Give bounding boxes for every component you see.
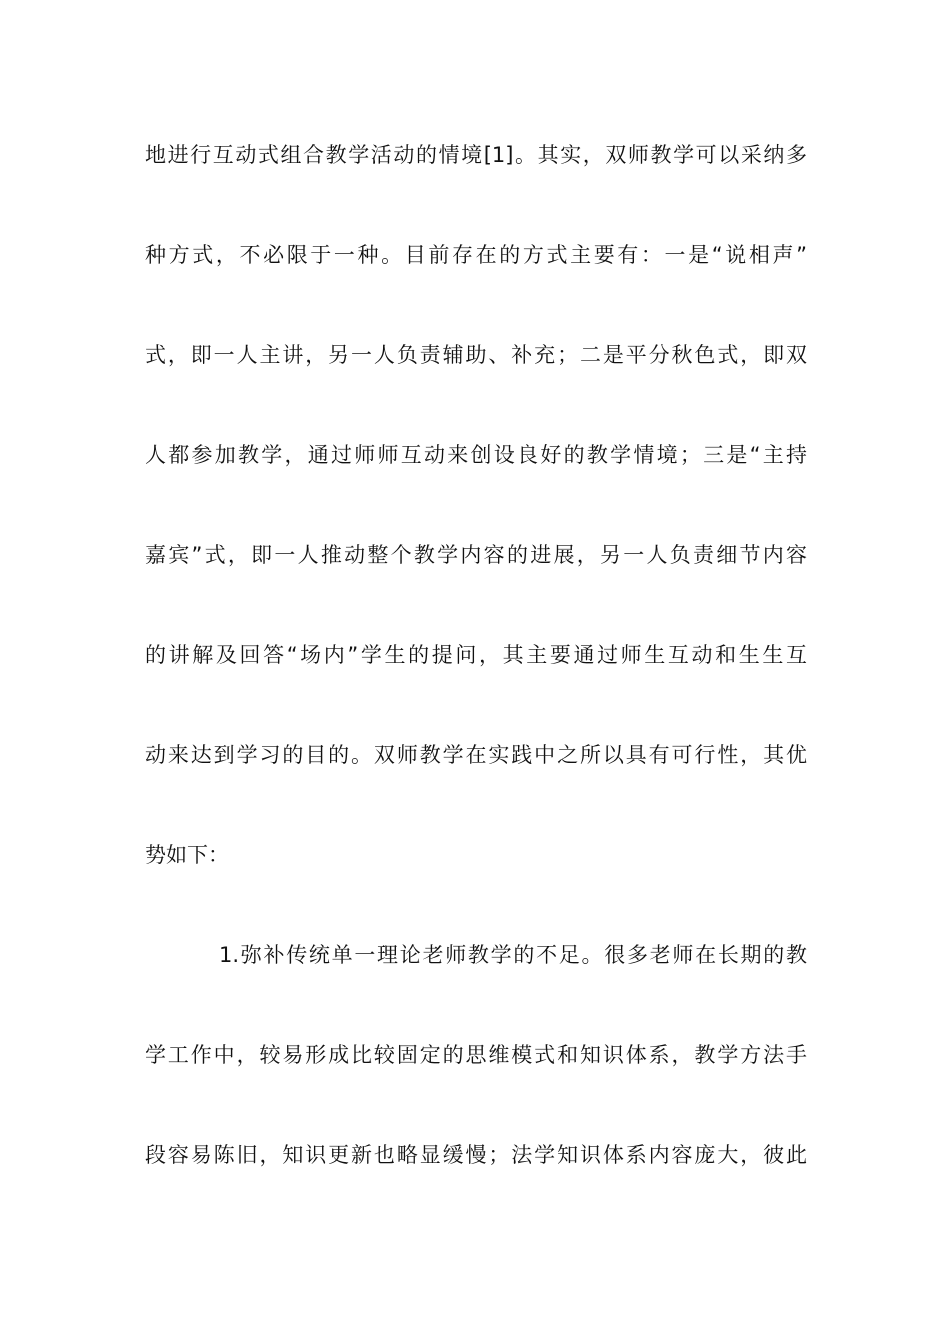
text-line-indented: 1.弥补传统单一理论老师教学的不足。很多老师在长期的教 [219,943,807,967]
text-line: 动来达到学习的目的。双师教学在实践中之所以具有可行性，其优 [145,743,807,767]
text-line: 式，即一人主讲，另一人负责辅助、补充；二是平分秋色式，即双 [145,343,807,367]
text-line: 人都参加教学，通过师师互动来创设良好的教学情境；三是“主持 [145,443,807,467]
text-line: 的讲解及回答“场内”学生的提问，其主要通过师生互动和生生互 [145,643,807,667]
text-line: 地进行互动式组合教学活动的情境[1]。其实，双师教学可以采纳多 [145,143,807,167]
text-line: 势如下： [145,843,229,867]
text-line: 学工作中，较易形成比较固定的思维模式和知识体系，教学方法手 [145,1043,807,1067]
text-line: 种方式，不必限于一种。目前存在的方式主要有：一是“说相声” [145,243,807,267]
text-line: 段容易陈旧，知识更新也略显缓慢；法学知识体系内容庞大，彼此 [145,1143,807,1167]
text-line: 嘉宾”式，即一人推动整个教学内容的进展，另一人负责细节内容 [145,543,807,567]
body-text [145,128,807,1228]
